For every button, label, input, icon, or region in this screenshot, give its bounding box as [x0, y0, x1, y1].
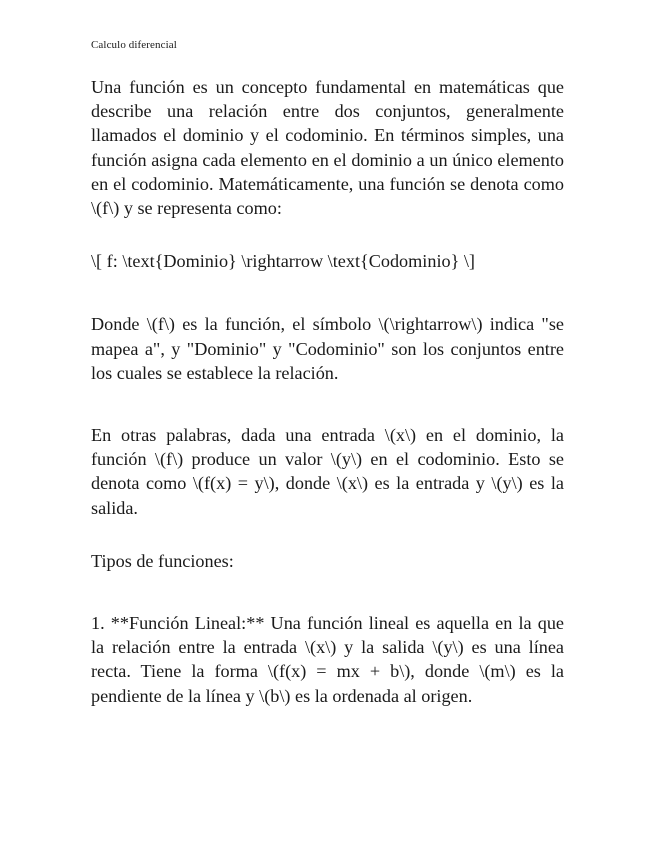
- section-heading-function-types: Tipos de funciones:: [91, 550, 234, 571]
- document-body: [91, 75, 564, 708]
- paragraph-symbol-explanation: Donde \(f\) es la función, el símbolo \(\rightarrow\) indica "se mapea a", y "Dominio" y "Codominio" son los conjuntos entre los cuales se establece la relación.: [91, 314, 564, 383]
- paragraph-function-definition: Una función es un concepto fundamental en matemáticas que describe una relación entre dos conjuntos, generalmente llamados el dominio y el codominio. En términos simples, una función asigna cada elemento en el dominio a un único elemento en el codominio. Matemáticamente, una función se denota como \(f\) y se representa como:: [91, 77, 564, 219]
- paragraph-input-output: En otras palabras, dada una entrada \(x\) en el dominio, la función \(f\) produce un valor \(y\) en el codominio. Esto se denota como \(f(x) = y\), donde \(x\) es la entrada y \(y\) es la salida.: [91, 425, 564, 518]
- formula-mapping: \[ f: \text{Dominio} \rightarrow \text{Codominio} \]: [91, 251, 475, 272]
- paragraph-linear-function: 1. **Función Lineal:** Una función lineal es aquella en la que la relación entre la entrada \(x\) y la salida \(y\) es una línea recta. Tiene la forma \(f(x) = mx + b\), donde \(m\) es la pendiente de la línea y \(b\) es la ordenada al origen.: [91, 613, 564, 706]
- running-header: Calculo diferencial: [91, 39, 177, 51]
